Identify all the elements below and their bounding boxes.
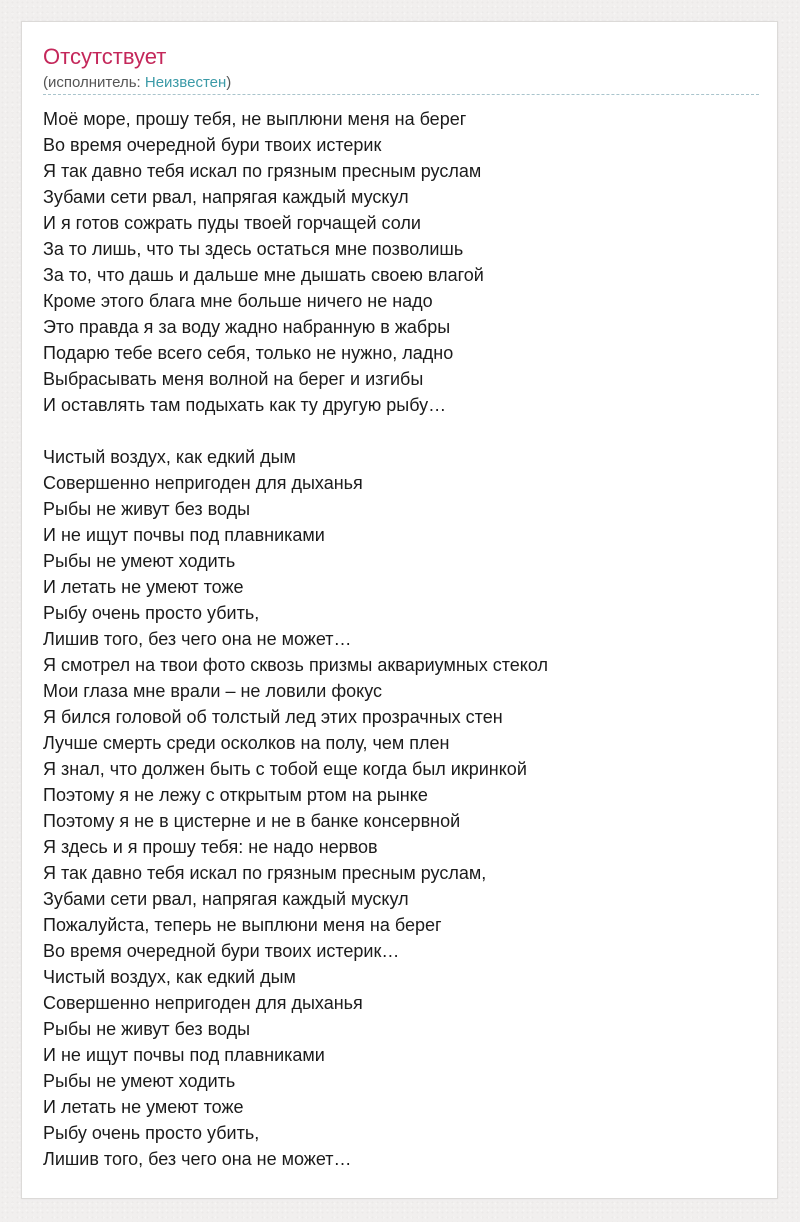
lyric-line: И не ищут почвы под плавниками — [43, 1045, 325, 1065]
lyric-line: Мои глаза мне врали – не ловили фокус — [43, 681, 383, 701]
lyric-line: И летать не умеют тоже — [43, 1097, 244, 1117]
lyrics-card — [21, 21, 778, 1199]
lyric-line: И не ищут почвы под плавниками — [43, 525, 325, 545]
lyric-line: Чистый воздух, как едкий дым — [43, 967, 296, 987]
lyric-line: Зубами сети рвал, напрягая каждый мускул — [43, 187, 409, 207]
lyric-line: Лишив того, без чего она не может… — [43, 629, 352, 649]
lyric-line: Я так давно тебя искал по грязным пресным руслам, — [43, 863, 487, 883]
lyric-line: Совершенно непригоден для дыханья — [43, 473, 363, 493]
lyric-line: За то лишь, что ты здесь остаться мне позволишь — [43, 239, 464, 259]
stanza-gap — [43, 418, 763, 444]
lyric-line: Поэтому я не лежу с открытым ртом на рынке — [43, 785, 428, 805]
lyric-line: Рыбы не живут без воды — [43, 1019, 251, 1039]
lyrics-text — [43, 106, 763, 1172]
lyric-line: За то, что дашь и дальше мне дышать своею влагой — [43, 265, 484, 285]
header-divider — [43, 94, 759, 95]
lyric-line: Совершенно непригоден для дыханья — [43, 993, 363, 1013]
lyric-line: Подарю тебе всего себя, только не нужно, ладно — [43, 343, 454, 363]
lyric-line: Рыбы не умеют ходить — [43, 1071, 236, 1091]
lyric-line: Я здесь и я прошу тебя: не надо нервов — [43, 837, 378, 857]
lyrics-stanza-2 — [43, 444, 763, 1172]
lyric-line: Во время очередной бури твоих истерик — [43, 135, 382, 155]
lyric-line: Рыбы не умеют ходить — [43, 551, 236, 571]
lyric-line: И летать не умеют тоже — [43, 577, 244, 597]
lyric-line: Поэтому я не в цистерне и не в банке консервной — [43, 811, 461, 831]
lyric-line: Я знал, что должен быть с тобой еще когда был икринкой — [43, 759, 527, 779]
lyric-line: Во время очередной бури твоих истерик… — [43, 941, 400, 961]
lyric-line: Выбрасывать меня волной на берег и изгибы — [43, 369, 424, 389]
lyric-line: И оставлять там подыхать как ту другую рыбу… — [43, 395, 447, 415]
lyric-line: Я смотрел на твои фото сквозь призмы аквариумных стекол — [43, 655, 548, 675]
lyric-line: Лишив того, без чего она не может… — [43, 1149, 352, 1169]
lyric-line: Это правда я за воду жадно набранную в жабры — [43, 317, 451, 337]
lyric-line: И я готов сожрать пуды твоей горчащей соли — [43, 213, 421, 233]
artist-prefix: (исполнитель: — [43, 74, 145, 91]
lyric-line: Я бился головой об толстый лед этих прозрачных стен — [43, 707, 503, 727]
lyric-line: Пожалуйста, теперь не выплюни меня на берег — [43, 915, 442, 935]
artist-suffix: ) — [226, 74, 232, 91]
lyric-line: Зубами сети рвал, напрягая каждый мускул — [43, 889, 409, 909]
lyric-line: Рыбы не живут без воды — [43, 499, 251, 519]
lyric-line: Кроме этого блага мне больше ничего не надо — [43, 291, 433, 311]
lyric-line: Моё море, прошу тебя, не выплюни меня на берег — [43, 109, 467, 129]
artist-line — [43, 74, 231, 92]
lyric-line: Рыбу очень просто убить, — [43, 1123, 260, 1143]
lyric-line: Лучше смерть среди осколков на полу, чем плен — [43, 733, 450, 753]
lyric-line: Рыбу очень просто убить, — [43, 603, 260, 623]
lyrics-stanza-1 — [43, 106, 763, 418]
artist-link[interactable]: Неизвестен — [144, 74, 227, 91]
lyric-line: Я так давно тебя искал по грязным пресным руслам — [43, 161, 482, 181]
song-title: Отсутствует — [43, 44, 167, 69]
lyric-line: Чистый воздух, как едкий дым — [43, 447, 296, 467]
